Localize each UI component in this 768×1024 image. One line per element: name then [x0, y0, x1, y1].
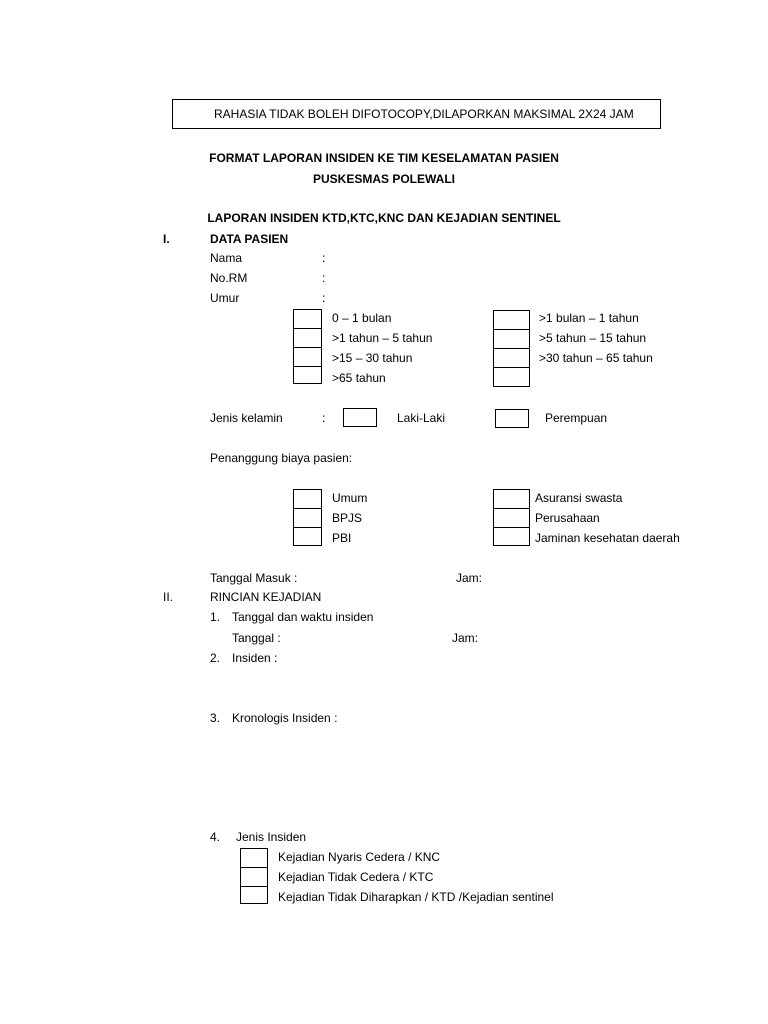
age-option-label: >30 tahun – 65 tahun [539, 351, 653, 365]
field-nama-colon: : [322, 251, 326, 265]
incident-time-label: Jam: [452, 631, 479, 645]
incident-date-label: Tanggal : [232, 631, 281, 645]
field-norm-colon: : [322, 271, 326, 285]
field-umur-label: Umur [210, 291, 240, 305]
form-title: FORMAT LAPORAN INSIDEN KE TIM KESELAMATAN PASIEN [209, 151, 559, 165]
age-checkbox-blank[interactable] [493, 367, 530, 387]
report-subtitle: LAPORAN INSIDEN KTD,KTC,KNC DAN KEJADIAN SENTINEL [207, 211, 561, 225]
payer-option-label: PBI [332, 531, 352, 545]
gender-label: Jenis kelamin [210, 411, 283, 425]
field-norm-label: No.RM [210, 271, 248, 285]
age-option-label: 0 – 1 bulan [332, 311, 392, 325]
item4-label: Jenis Insiden [236, 830, 307, 844]
age-option-label: >1 bulan – 1 tahun [539, 311, 639, 325]
payer-checkbox-jamkesda[interactable] [493, 527, 530, 546]
age-option-label: >5 tahun – 15 tahun [539, 331, 647, 345]
age-checkbox-15-30-tahun[interactable] [293, 347, 322, 367]
item2-label: Insiden : [232, 651, 278, 665]
gender-female-checkbox[interactable] [495, 409, 529, 428]
payer-option-label: Perusahaan [535, 511, 600, 525]
section2-title: RINCIAN KEJADIAN [210, 590, 322, 604]
item1-number: 1. [210, 610, 221, 624]
incident-type-checkbox-ktd[interactable] [240, 886, 268, 904]
gender-male-label: Laki-Laki [397, 411, 446, 425]
age-checkbox-65-tahun[interactable] [293, 366, 322, 384]
incident-type-label: Kejadian Tidak Diharapkan / KTD /Kejadian sentinel [278, 890, 554, 904]
gender-female-label: Perempuan [545, 411, 608, 425]
section1-number: I. [163, 232, 170, 246]
item3-label: Kronologis Insiden : [232, 711, 338, 725]
age-checkbox-5-15-tahun[interactable] [493, 329, 530, 349]
facility-name: PUSKESMAS POLEWALI [312, 172, 455, 186]
payer-checkbox-pbi[interactable] [293, 527, 322, 546]
confidential-notice: RAHASIA TIDAK BOLEH DIFOTOCOPY,DILAPORKAN MAKSIMAL 2X24 JAM [214, 107, 634, 121]
age-checkbox-1bulan-1tahun[interactable] [493, 310, 530, 330]
section2-number: II. [163, 590, 174, 604]
age-option-label: >15 – 30 tahun [332, 351, 413, 365]
item3-number: 3. [210, 711, 221, 725]
payer-option-label: Jaminan kesehatan daerah [535, 531, 680, 545]
gender-colon: : [322, 411, 326, 425]
tanggal-masuk-label: Tanggal Masuk : [210, 571, 298, 585]
gender-male-checkbox[interactable] [343, 408, 377, 427]
item4-number: 4. [210, 830, 221, 844]
payer-checkbox-perusahaan[interactable] [493, 508, 530, 528]
payer-option-label: Asuransi swasta [535, 491, 623, 505]
payer-checkbox-umum[interactable] [293, 489, 322, 509]
item1-label: Tanggal dan waktu insiden [232, 610, 374, 624]
field-nama-label: Nama [210, 251, 243, 265]
incident-type-label: Kejadian Tidak Cedera / KTC [278, 870, 434, 884]
incident-type-checkbox-knc[interactable] [240, 848, 268, 868]
age-checkbox-0-1-bulan[interactable] [293, 309, 322, 329]
age-checkbox-30-65-tahun[interactable] [493, 348, 530, 368]
incident-type-label: Kejadian Nyaris Cedera / KNC [278, 850, 441, 864]
payer-checkbox-bpjs[interactable] [293, 508, 322, 528]
age-option-label: >65 tahun [332, 371, 386, 385]
jam-masuk-label: Jam: [456, 571, 483, 585]
age-checkbox-1-5-tahun[interactable] [293, 328, 322, 348]
incident-type-checkbox-ktc[interactable] [240, 867, 268, 887]
payer-label: Penanggung biaya pasien: [210, 451, 353, 465]
payer-checkbox-asuransi[interactable] [493, 489, 530, 509]
item2-number: 2. [210, 651, 221, 665]
age-option-label: >1 tahun – 5 tahun [332, 331, 433, 345]
section1-title: DATA PASIEN [210, 232, 289, 246]
payer-option-label: BPJS [332, 511, 363, 525]
payer-option-label: Umum [332, 491, 368, 505]
field-umur-colon: : [322, 291, 326, 305]
